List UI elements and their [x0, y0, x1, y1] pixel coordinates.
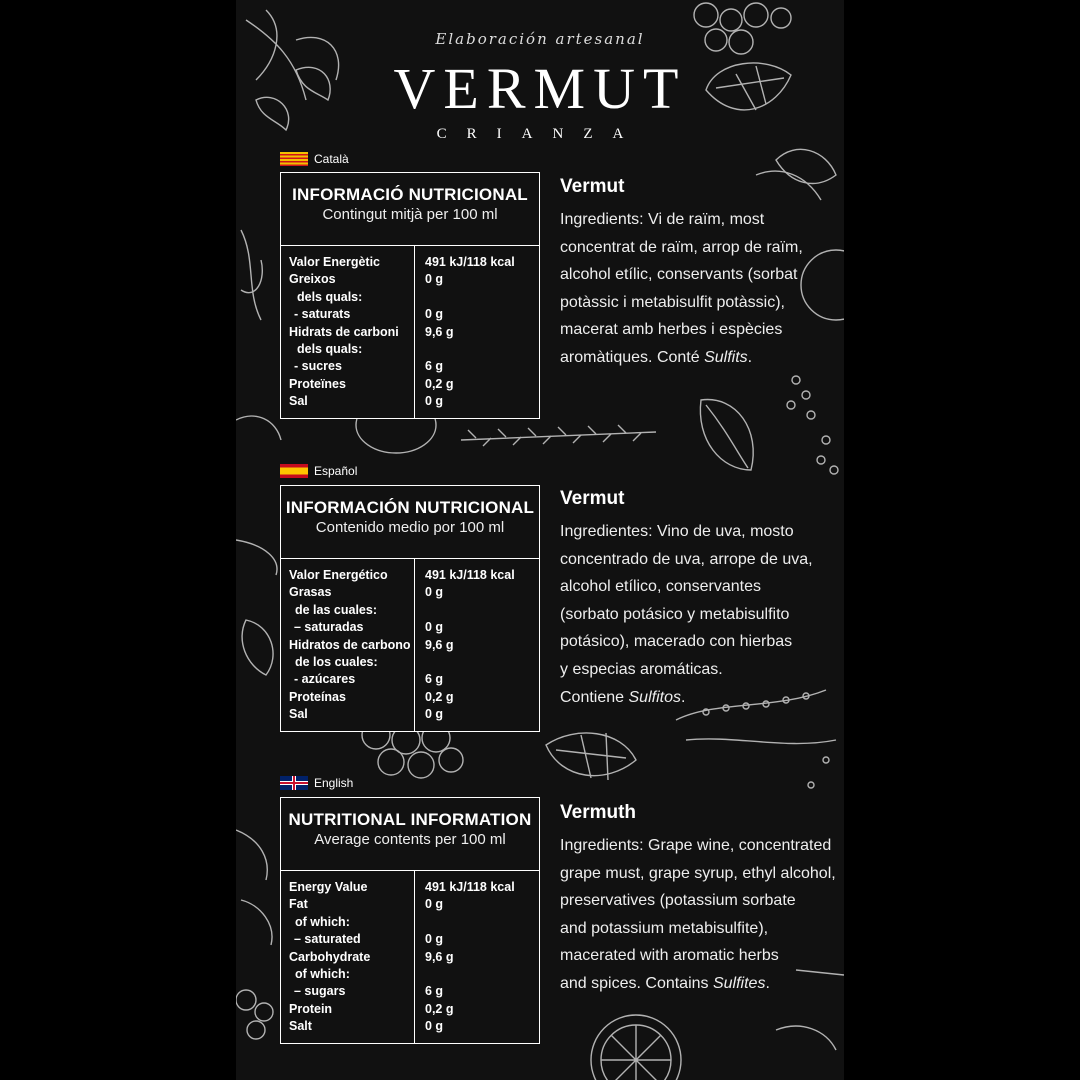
language-label: English [314, 776, 354, 790]
nutrient-value: 0 g [425, 620, 444, 635]
nutrient-value: 6 g [425, 359, 444, 374]
allergen: Sulfitos [628, 688, 681, 706]
nutrient-label: Proteínas [289, 689, 346, 704]
nutrient-label: Carbohydrate [289, 949, 371, 964]
nutrient-label: - saturats [294, 307, 351, 322]
ingredients-line: alcohol etílico, conservantes [560, 578, 761, 596]
subtitle-artisanal: Elaboración artesanal [435, 30, 645, 48]
nutrient-value [425, 602, 539, 619]
ingredients-line: concentrat de raïm, arrop de raïm, [560, 238, 803, 256]
nutrient-value [425, 289, 539, 306]
table-subtitle: Contenido medio por 100 ml [315, 519, 505, 536]
ingredients-line [560, 970, 840, 998]
nutrient-labels [281, 246, 415, 418]
nutrient-value: 491 kJ/118 kcal [425, 880, 515, 894]
period: . [747, 348, 753, 366]
nutrient-labels [281, 559, 415, 731]
nutrient-label: Sal [289, 394, 308, 409]
ingredients-line: alcohol etílic, conservants (sorbat [560, 266, 798, 284]
ingredients-line [560, 684, 840, 712]
nutrient-value: 6 g [425, 984, 444, 999]
nutrient-label: Greixos [289, 272, 336, 287]
nutrient-labels [281, 871, 415, 1043]
brand-title: VERMUT [393, 56, 687, 121]
nutrient-label: Proteïnes [289, 376, 346, 391]
ingredients-line: and potassium metabisulfite), [560, 919, 769, 937]
nutrient-label: Fat [289, 897, 308, 912]
ingredients-english [560, 802, 840, 998]
nutrient-label: Energy Value [289, 880, 368, 894]
table-subtitle: Contingut mitjà per 100 ml [322, 206, 498, 223]
table-title: NUTRITIONAL INFORMATION [288, 810, 532, 829]
ingredients-text [560, 832, 840, 998]
nutrient-label: Valor Energético [289, 568, 388, 582]
ingredients-line: Ingredients: Vi de raïm, most [560, 211, 765, 228]
nutrition-table-catalan [280, 172, 540, 419]
nutrient-value: 0 g [425, 272, 444, 287]
nutrient-label: Hidrats de carboni [289, 324, 399, 339]
nutrient-value: 0 g [425, 1019, 444, 1034]
ingredients-line: macerat amb herbes i espècies [560, 321, 783, 339]
nutrient-value [425, 341, 539, 358]
allergen: Sulfits [704, 348, 748, 366]
nutrient-value [425, 914, 539, 931]
language-tag-english [280, 776, 353, 790]
language-label: Català [314, 152, 349, 166]
language-tag-catalan [280, 152, 349, 166]
nutrient-label: – sugars [294, 984, 346, 999]
ingredients-catalan [560, 176, 840, 372]
nutrient-value [425, 966, 539, 983]
ingredients-line: preservatives (potassium sorbate [560, 892, 796, 910]
product-name: Vermut [560, 176, 625, 197]
ingredients-text [560, 518, 840, 711]
nutrient-label: de las cuales: [295, 602, 377, 617]
period: . [765, 974, 770, 992]
language-tag-spanish [280, 464, 357, 478]
nutrient-label: Salt [289, 1019, 312, 1034]
nutrient-label: of which: [295, 966, 350, 981]
nutrient-value: 491 kJ/118 kcal [425, 255, 515, 269]
uk-flag-icon [280, 776, 308, 790]
ingredients-line: potàssic i metabisulfit potàssic), [560, 293, 785, 311]
product-name: Vermut [560, 488, 625, 509]
ingredients-last: Contiene [560, 688, 629, 706]
ingredients-line [560, 344, 840, 372]
ingredients-line: (sorbato potásico y metabisulfito [560, 605, 790, 623]
nutrient-label: Protein [289, 1001, 333, 1016]
ingredients-line: macerated with aromatic herbs [560, 947, 779, 965]
ingredients-last: aromàtiques. Conté [560, 348, 705, 366]
nutrient-label: dels quals: [297, 341, 363, 356]
ingredients-spanish [560, 488, 840, 711]
nutrient-value: 0,2 g [425, 1001, 454, 1016]
nutrient-value: 0 g [425, 897, 444, 912]
nutrient-values [415, 871, 539, 1043]
nutrient-value: 9,6 g [425, 637, 454, 652]
nutrient-label: – saturated [294, 932, 361, 947]
nutrition-table-spanish [280, 485, 540, 732]
nutrient-value [425, 654, 539, 671]
nutrient-value: 491 kJ/118 kcal [425, 568, 515, 582]
nutrient-value: 0 g [425, 707, 444, 722]
nutrient-values [415, 246, 539, 418]
allergen: Sulfites [712, 974, 766, 992]
ingredients-line: Ingredientes: Vino de uva, mosto [560, 523, 794, 540]
nutrient-values [415, 559, 539, 731]
ingredients-text [560, 206, 840, 372]
nutrient-value: 0 g [425, 585, 444, 600]
language-label: Español [314, 464, 358, 478]
nutrient-value: 0,2 g [425, 689, 454, 704]
ingredients-line: potásico), macerado con hierbas [560, 633, 793, 651]
nutrient-value: 0,2 g [425, 376, 454, 391]
nutrient-label: Valor Energètic [289, 255, 381, 269]
table-header [281, 810, 539, 871]
nutrient-label: Hidratos de carbono [289, 637, 411, 652]
nutrient-label: Sal [289, 707, 308, 722]
ingredients-line: grape must, grape syrup, ethyl alcohol, [560, 864, 836, 882]
spanish-flag-icon [280, 464, 308, 478]
nutrient-label: de los cuales: [295, 654, 378, 669]
nutrient-value: 9,6 g [425, 949, 454, 964]
nutrient-value: 0 g [425, 394, 444, 409]
nutrient-label: – saturadas [294, 620, 364, 635]
ingredients-last: and spices. Contains [560, 974, 713, 992]
nutrient-label: Grasas [289, 585, 332, 600]
product-type: CRIANZA [436, 126, 644, 142]
period: . [680, 688, 686, 706]
table-subtitle: Average contents per 100 ml [314, 831, 506, 848]
nutrient-value: 0 g [425, 307, 444, 322]
table-header [281, 185, 539, 246]
nutrient-label: of which: [295, 914, 350, 929]
table-title: INFORMACIÓ NUTRICIONAL [292, 185, 528, 204]
product-name: Vermuth [560, 802, 637, 823]
table-header [281, 498, 539, 559]
catalan-flag-icon [280, 152, 308, 166]
nutrient-label: dels quals: [297, 289, 363, 304]
nutrient-value: 0 g [425, 932, 444, 947]
nutrient-label: - azúcares [294, 672, 356, 687]
ingredients-line: Ingredients: Grape wine, concentrated [560, 837, 832, 854]
nutrition-table-english [280, 797, 540, 1044]
ingredients-line: concentrado de uva, arrope de uva, [560, 550, 813, 568]
nutrient-label: - sucres [294, 359, 342, 374]
vermut-label [236, 0, 844, 1080]
nutrient-value: 9,6 g [425, 324, 454, 339]
ingredients-line: y especias aromáticas. [560, 660, 723, 678]
table-title: INFORMACIÓN NUTRICIONAL [285, 498, 535, 517]
nutrient-value: 6 g [425, 672, 444, 687]
